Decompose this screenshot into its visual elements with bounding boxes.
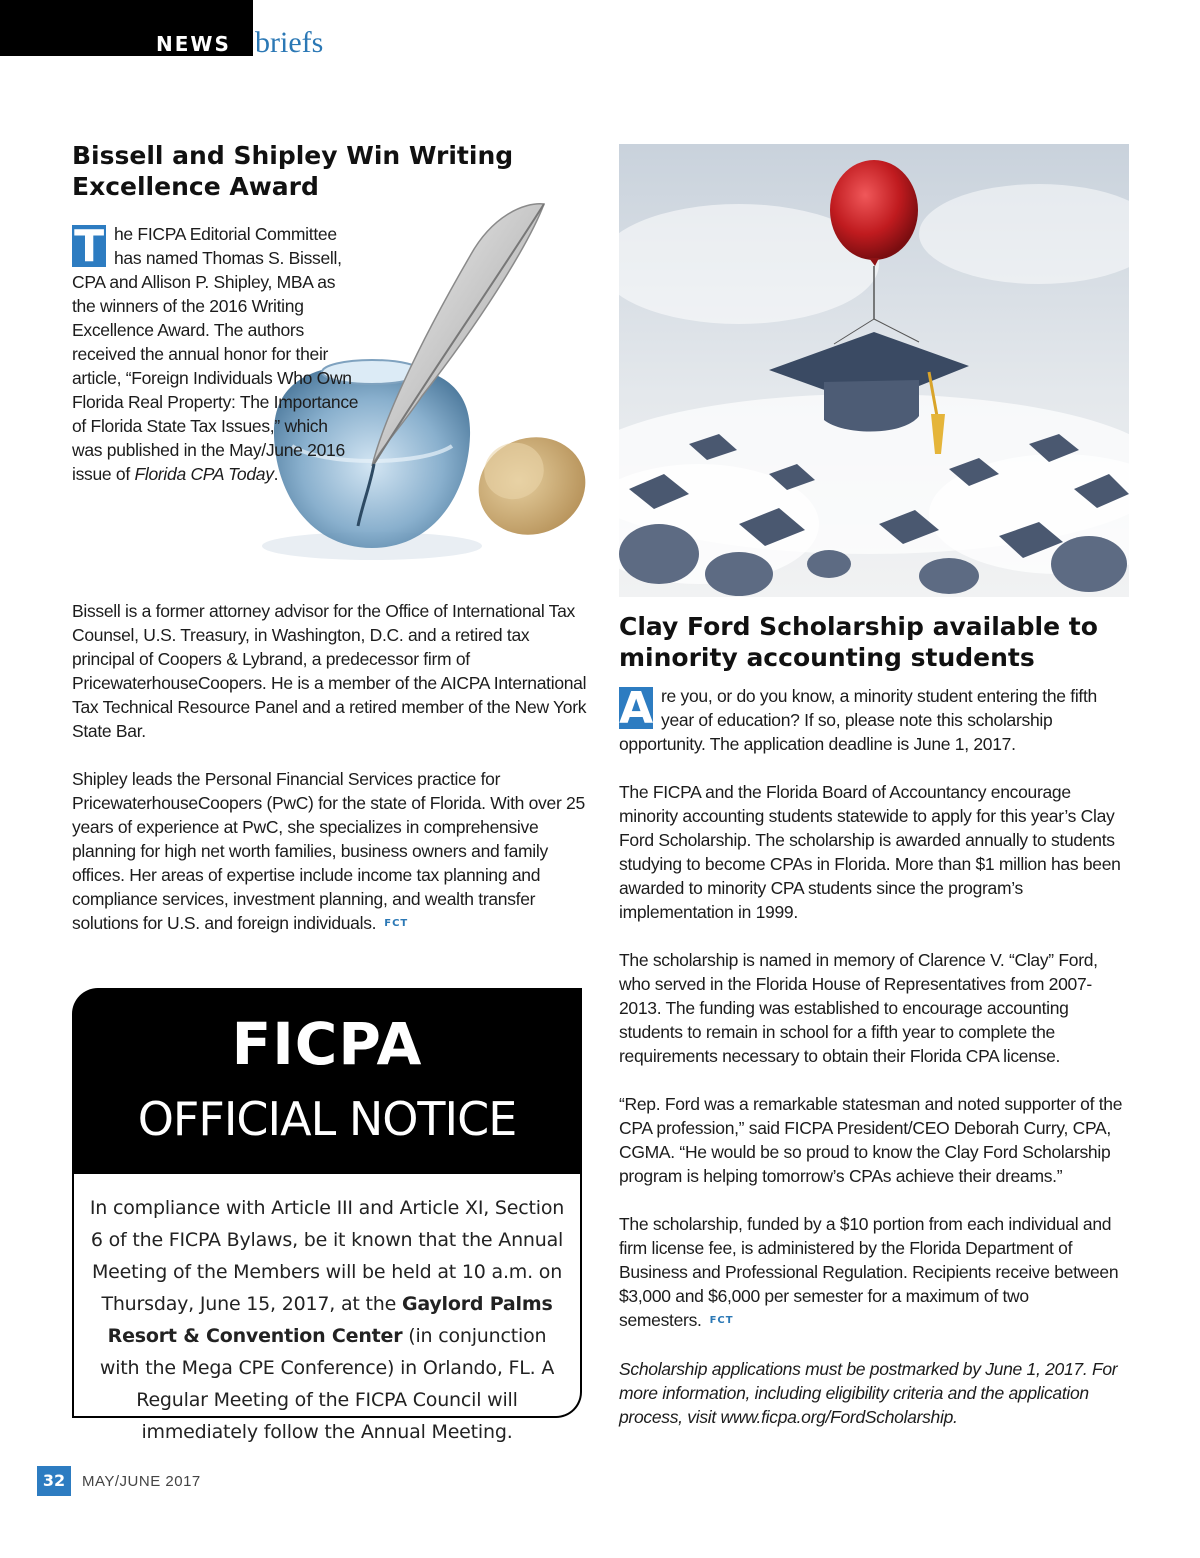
notice-header [72, 988, 582, 1174]
article1-dropcap: T [72, 225, 106, 267]
notice-text [86, 1192, 568, 1448]
article2-paragraph-deadline: Scholarship applications must be postmarked by June 1, 2017. For more information, including eligibility criteria and the application process, visit www.ficpa.org/FordScholarship. [619, 1359, 1118, 1428]
article1-intro-end: . [273, 464, 279, 484]
article2-dropcap: A [619, 687, 653, 729]
balloon-graduation-cap-image [619, 144, 1129, 597]
notice-text-start: In compliance with Article III and Article XI, Section 6 of the FICPA Bylaws, be it known that the Annual Meeting of the Members will be held at 10 a.m. on Thursday, June 15, 2017, at the [89, 1197, 565, 1315]
article1-paragraph-shipley [72, 767, 592, 936]
section-label-briefs: briefs [255, 26, 324, 59]
section-label-news: NEWS [156, 32, 231, 56]
article2-paragraph-board: The FICPA and the Florida Board of Accountancy encourage minority accounting students statewide to apply for this year’s Clay Ford Scholarship. The scholarship is awarded annually to students studying to become CPAs in Florida. More than $1 million has been awarded to minority CPA students since the program’s implementation in 1999. [619, 782, 1121, 922]
article2-paragraph-memory: The scholarship is named in memory of Clarence V. “Clay” Ford, who served in the Florida House of Representatives from 2007-2013. The funding was established to encourage accounting students to remain in school for a fifth year to complete the requirements necessary to obtain their Florida CPA license. [619, 950, 1098, 1066]
fct-signoff: FCT [709, 1315, 734, 1327]
article1-publication-title: Florida CPA Today [134, 464, 274, 484]
page-number-badge: 32 [37, 1466, 71, 1496]
fct-signoff: FCT [384, 918, 409, 930]
article1-paragraph-bissell: Bissell is a former attorney advisor for the Office of International Tax Counsel, U.S. Treasury, in Washington, D.C. and a retired tax principal of Coopers & Lybrand, a predecessor firm of PricewaterhouseCoopers. He is a member of the AICPA International Tax Technical Resource Panel and a retired member of the New York State Bar. [72, 601, 587, 741]
official-notice-box [72, 988, 582, 1443]
article1-intro [72, 222, 362, 486]
article2-paragraph-funding-text: The scholarship, funded by a $10 portion from each individual and firm license fee, is administered by the Florida Department of Business and Professional Regulation. Recipients receive between $3,000 and $6,000 per semester for a maximum of two semesters. [619, 1214, 1119, 1330]
article1-intro-text: he FICPA Editorial Committee has named Thomas S. Bissell, CPA and Allison P. Shipley, MBA as the winners of the 2016 Writing Excellence Award. The authors received the annual honor for their article, “Foreign Individuals Who Own Florida Real Property: The Importance of Florida State Tax Issues,” which was published in the May/June 2016 issue of [72, 224, 359, 484]
notice-venue: Gaylord Palms Resort & Convention Center [107, 1293, 553, 1347]
article2-paragraph-intro-text: re you, or do you know, a minority student entering the fifth year of education? If so, please note this scholarship opportunity. The application deadline is June 1, 2017. [619, 686, 1097, 754]
article1-body [72, 599, 592, 960]
issue-date: MAY/JUNE 2017 [82, 1473, 201, 1490]
notice-title-official: OFFICIAL NOTICE [137, 1092, 517, 1146]
article2-paragraph-intro [619, 684, 1129, 756]
article1-paragraph-shipley-text: Shipley leads the Personal Financial Services practice for PricewaterhouseCoopers (PwC) for the state of Florida. With over 25 years of experience at PwC, she specializes in comprehensive planning for high net worth families, business owners and family offices. Her areas of expertise include income tax planning and compliance services, investment planning, and wealth transfer solutions for U.S. and foreign individuals. [72, 769, 585, 933]
article2-headline: Clay Ford Scholarship available to minority accounting students [619, 612, 1098, 672]
article2-body [619, 684, 1129, 1453]
article2-paragraph-funding [619, 1212, 1129, 1333]
article2-paragraph-quote: “Rep. Ford was a remarkable statesman and noted supporter of the CPA profession,” said FICPA President/CEO Deborah Curry, CPA, CGMA. “He would be so proud to know the Clay Ford Scholarship program is helping tomorrow’s CPAs achieve their dreams.” [619, 1094, 1123, 1186]
notice-text-end: (in conjunction with the Mega CPE Conference) in Orlando, FL. A Regular Meeting of the FICPA Council will immediately follow the Annual Meeting. [99, 1325, 555, 1443]
article1-headline: Bissell and Shipley Win Writing Excellence Award [72, 141, 514, 201]
notice-title-ficpa: FICPA [231, 1010, 423, 1078]
